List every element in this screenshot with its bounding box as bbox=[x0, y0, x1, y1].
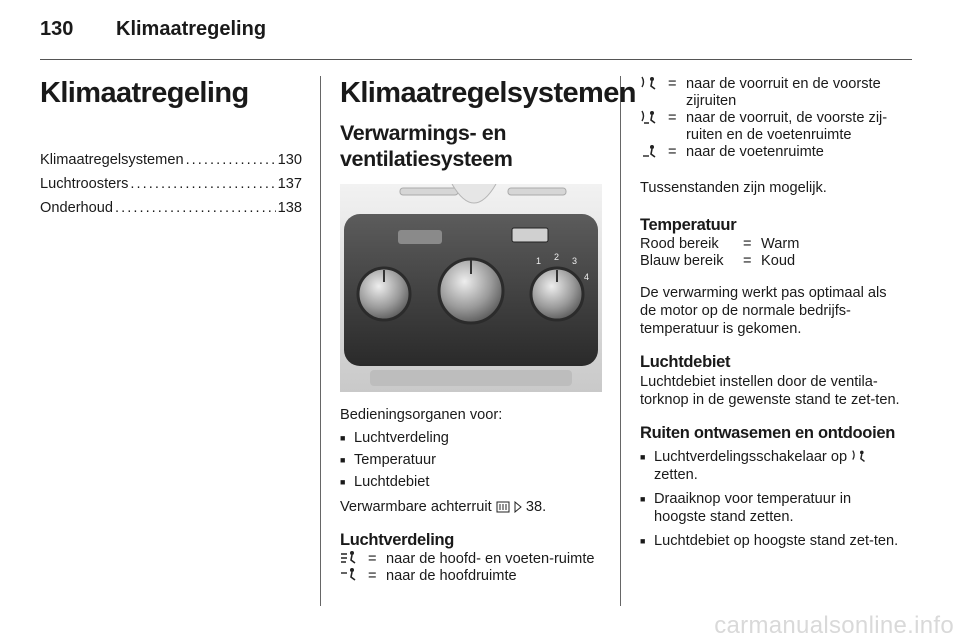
def-text: naar de hoofdruimte bbox=[386, 568, 517, 584]
foot-icon bbox=[640, 144, 660, 158]
rear-window-ref[interactable]: 38. bbox=[525, 499, 547, 515]
list-item: ■ Luchtverdelingsschakelaar op zetten. bbox=[640, 448, 902, 484]
page-number: 130 bbox=[40, 18, 74, 40]
control-panel-photo bbox=[340, 184, 602, 392]
temperatuur-heading: Temperatuur bbox=[640, 216, 737, 234]
watermark: carmanualsonline.info bbox=[714, 612, 954, 639]
intermediate-note: Tussenstanden zijn mogelijk. bbox=[640, 180, 827, 196]
controls-list bbox=[340, 427, 602, 493]
temp-key: Blauw bereik bbox=[640, 253, 724, 269]
windshield-foot-icon bbox=[640, 110, 660, 124]
toc-page: 137 bbox=[277, 176, 302, 192]
list-item: ■ Luchtdebiet op hoogste stand zet-ten. bbox=[640, 532, 902, 550]
list-item: ■ Temperatuur bbox=[340, 449, 602, 471]
toc-label: Onderhoud bbox=[40, 200, 114, 216]
toc-item[interactable] bbox=[40, 172, 302, 196]
subsection-heading: Verwarmings- en ventilatiesysteem bbox=[340, 121, 513, 171]
fan-label-1: 1 bbox=[536, 256, 542, 266]
column-rule-2 bbox=[620, 76, 621, 606]
list-item: ■ Draaiknop voor temperatuur in hoogste stand zetten. bbox=[640, 490, 902, 526]
def-row: = naar de voorruit, de voorste zij-ruiten en de voetenruimte bbox=[640, 110, 902, 144]
chapter-heading: Klimaatregeling bbox=[40, 77, 249, 109]
head-icon bbox=[340, 568, 360, 582]
section-heading: Klimaatregelsystemen bbox=[340, 77, 636, 109]
def-row: = naar de voetenruimte bbox=[640, 144, 902, 161]
toc-item[interactable] bbox=[40, 148, 302, 172]
rear-window-text: Verwarmbare achterruit bbox=[340, 499, 492, 515]
windshield-icon bbox=[640, 76, 660, 90]
toc-page: 130 bbox=[277, 152, 302, 168]
luchtverdeling-heading: Luchtverdeling bbox=[340, 531, 455, 549]
toc-item[interactable] bbox=[40, 196, 302, 220]
def-row: = naar de hoofd- en voeten-ruimte bbox=[340, 551, 602, 568]
fan-label-2: 2 bbox=[554, 252, 560, 262]
def-text: naar de voorruit, de voorste zij-ruiten en de voetenruimte bbox=[686, 110, 888, 143]
table-of-contents bbox=[40, 148, 302, 220]
column-rule-1 bbox=[320, 76, 321, 606]
column-systems bbox=[340, 76, 636, 585]
def-row: = naar de voorruit en de voorste zijruiten bbox=[640, 76, 902, 110]
fan-label-3: 3 bbox=[572, 256, 578, 266]
controls-intro: Bedieningsorganen voor: bbox=[340, 407, 503, 423]
temp-row: Rood bereik = Warm bbox=[640, 236, 800, 252]
windshield-icon bbox=[851, 449, 869, 463]
page-header bbox=[40, 18, 266, 41]
debiet-text: Luchtdebiet instellen door de ventila-torknop in de gewenste stand te zet-ten. bbox=[640, 374, 900, 408]
toc-label: Luchtroosters bbox=[40, 176, 129, 192]
chapter-title: Klimaatregeling bbox=[116, 18, 267, 40]
column-details bbox=[640, 76, 902, 556]
foot-and-head-icon bbox=[340, 551, 360, 565]
column-toc bbox=[40, 76, 302, 220]
rear-defrost-icon bbox=[496, 501, 510, 513]
def-text: naar de hoofd- en voeten-ruimte bbox=[386, 551, 595, 567]
ontwasemen-heading: Ruiten ontwasemen en ontdooien bbox=[640, 424, 896, 442]
def-text: naar de voetenruimte bbox=[686, 144, 824, 160]
temp-val: Warm bbox=[761, 236, 800, 252]
fan-label-4: 4 bbox=[584, 272, 590, 282]
page-ref-icon bbox=[514, 501, 522, 513]
header-rule bbox=[40, 59, 912, 60]
rear-window-line bbox=[340, 498, 602, 516]
defrost-steps bbox=[640, 448, 902, 550]
list-item: ■ Luchtverdeling bbox=[340, 427, 602, 449]
def-row: = naar de hoofdruimte bbox=[340, 568, 602, 585]
list-item: ■ Luchtdebiet bbox=[340, 471, 602, 493]
temp-val: Koud bbox=[761, 253, 796, 269]
temp-key: Rood bereik bbox=[640, 236, 719, 252]
toc-label: Klimaatregelsystemen bbox=[40, 152, 184, 168]
def-text: naar de voorruit en de voorste zijruiten bbox=[686, 76, 881, 109]
temp-row: Blauw bereik = Koud bbox=[640, 253, 796, 269]
luchtdebiet-heading: Luchtdebiet bbox=[640, 353, 731, 371]
temp-text: De verwarming werkt pas optimaal als de motor op de normale bedrijfs-temperatuur is gekomen. bbox=[640, 285, 887, 337]
toc-page: 138 bbox=[277, 200, 302, 216]
